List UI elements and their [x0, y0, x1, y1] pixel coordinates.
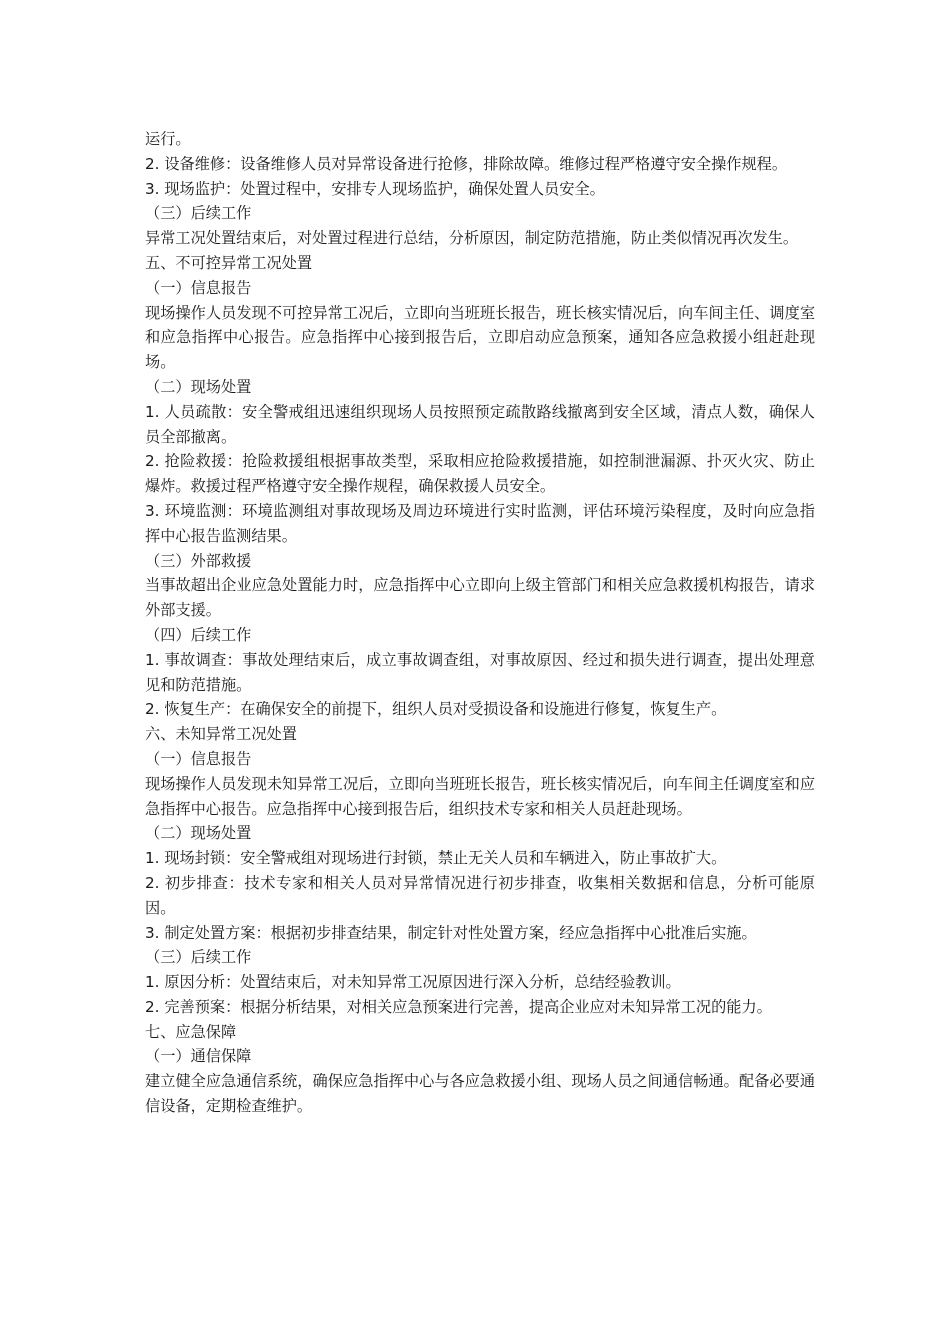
paragraph: 建立健全应急通信系统，确保应急指挥中心与各应急救援小组、现场人员之间通信畅通。配备必要通信设备，定期检查维护。 — [145, 1072, 815, 1116]
section-heading: （二）现场处置 — [145, 377, 252, 396]
paragraph: 1. 事故调查：事故处理结束后，成立事故调查组，对事故原因、经过和损失进行调查，提出处理意见和防范措施。 — [145, 650, 815, 694]
section-heading: （三）后续工作 — [145, 204, 252, 223]
paragraph: 现场操作人员发现未知异常工况后，立即向当班班长报告，班长核实情况后，向车间主任调度室和应急指挥中心报告。应急指挥中心接到报告后，组织技术专家和相关人员赶赴现场。 — [145, 774, 815, 818]
section-heading: （三）后续工作 — [145, 948, 252, 967]
paragraph: 2. 设备维修：设备维修人员对异常设备进行抢修，排除故障。维修过程严格遵守安全操作规程。 — [145, 154, 788, 173]
chapter-heading: 六、未知异常工况处置 — [145, 725, 297, 744]
paragraph: 2. 初步排查：技术专家和相关人员对异常情况进行初步排查，收集相关数据和信息，分析可能原因。 — [145, 873, 815, 917]
section-heading: （三）外部救援 — [145, 551, 252, 570]
chapter-heading: 五、不可控异常工况处置 — [145, 253, 313, 272]
section-heading: （二）现场处置 — [145, 824, 252, 843]
paragraph: 运行。 — [145, 130, 191, 148]
document-body — [145, 127, 815, 1119]
paragraph: 3. 制定处置方案：根据初步排查结果，制定针对性处置方案，经应急指挥中心批准后实施。 — [145, 923, 757, 942]
paragraph: 2. 完善预案：根据分析结果，对相关应急预案进行完善，提高企业应对未知异常工况的能力。 — [145, 997, 772, 1016]
section-heading: （四）后续工作 — [145, 625, 252, 644]
paragraph: 当事故超出企业应急处置能力时，应急指挥中心立即向上级主管部门和相关应急救援机构报告，请求外部支援。 — [145, 576, 815, 620]
paragraph: 3. 环境监测：环境监测组对事故现场及周边环境进行实时监测，评估环境污染程度，及时向应急指挥中心报告监测结果。 — [145, 501, 815, 545]
chapter-heading: 七、应急保障 — [145, 1022, 237, 1041]
paragraph: 2. 恢复生产：在确保安全的前提下，组织人员对受损设备和设施进行修复，恢复生产。 — [145, 700, 727, 719]
paragraph: 3. 现场监护：处置过程中，安排专人现场监护，确保处置人员安全。 — [145, 179, 605, 198]
paragraph: 1. 原因分析：处置结束后，对未知异常工况原因进行深入分析，总结经验教训。 — [145, 973, 681, 992]
paragraph: 2. 抢险救援：抢险救援组根据事故类型，采取相应抢险救援措施，如控制泄漏源、扑灭火灾、防止爆炸。救援过程严格遵守安全操作规程，确保救援人员安全。 — [145, 452, 815, 496]
paragraph: 1. 现场封锁：安全警戒组对现场进行封锁，禁止无关人员和车辆进入，防止事故扩大。 — [145, 849, 727, 868]
section-heading: （一）信息报告 — [145, 749, 252, 768]
paragraph: 现场操作人员发现不可控异常工况后，立即向当班班长报告，班长核实情况后，向车间主任、调度室和应急指挥中心报告。应急指挥中心接到报告后，立即启动应急预案，通知各应急救援小组赶赴现场。 — [145, 303, 815, 372]
section-heading: （一）信息报告 — [145, 278, 252, 297]
paragraph: 1. 人员疏散：安全警戒组迅速组织现场人员按照预定疏散路线撤离到安全区域，清点人数，确保人员全部撤离。 — [145, 402, 815, 446]
section-heading: （一）通信保障 — [145, 1047, 252, 1066]
paragraph: 异常工况处置结束后，对处置过程进行总结，分析原因，制定防范措施，防止类似情况再次发生。 — [145, 229, 799, 248]
